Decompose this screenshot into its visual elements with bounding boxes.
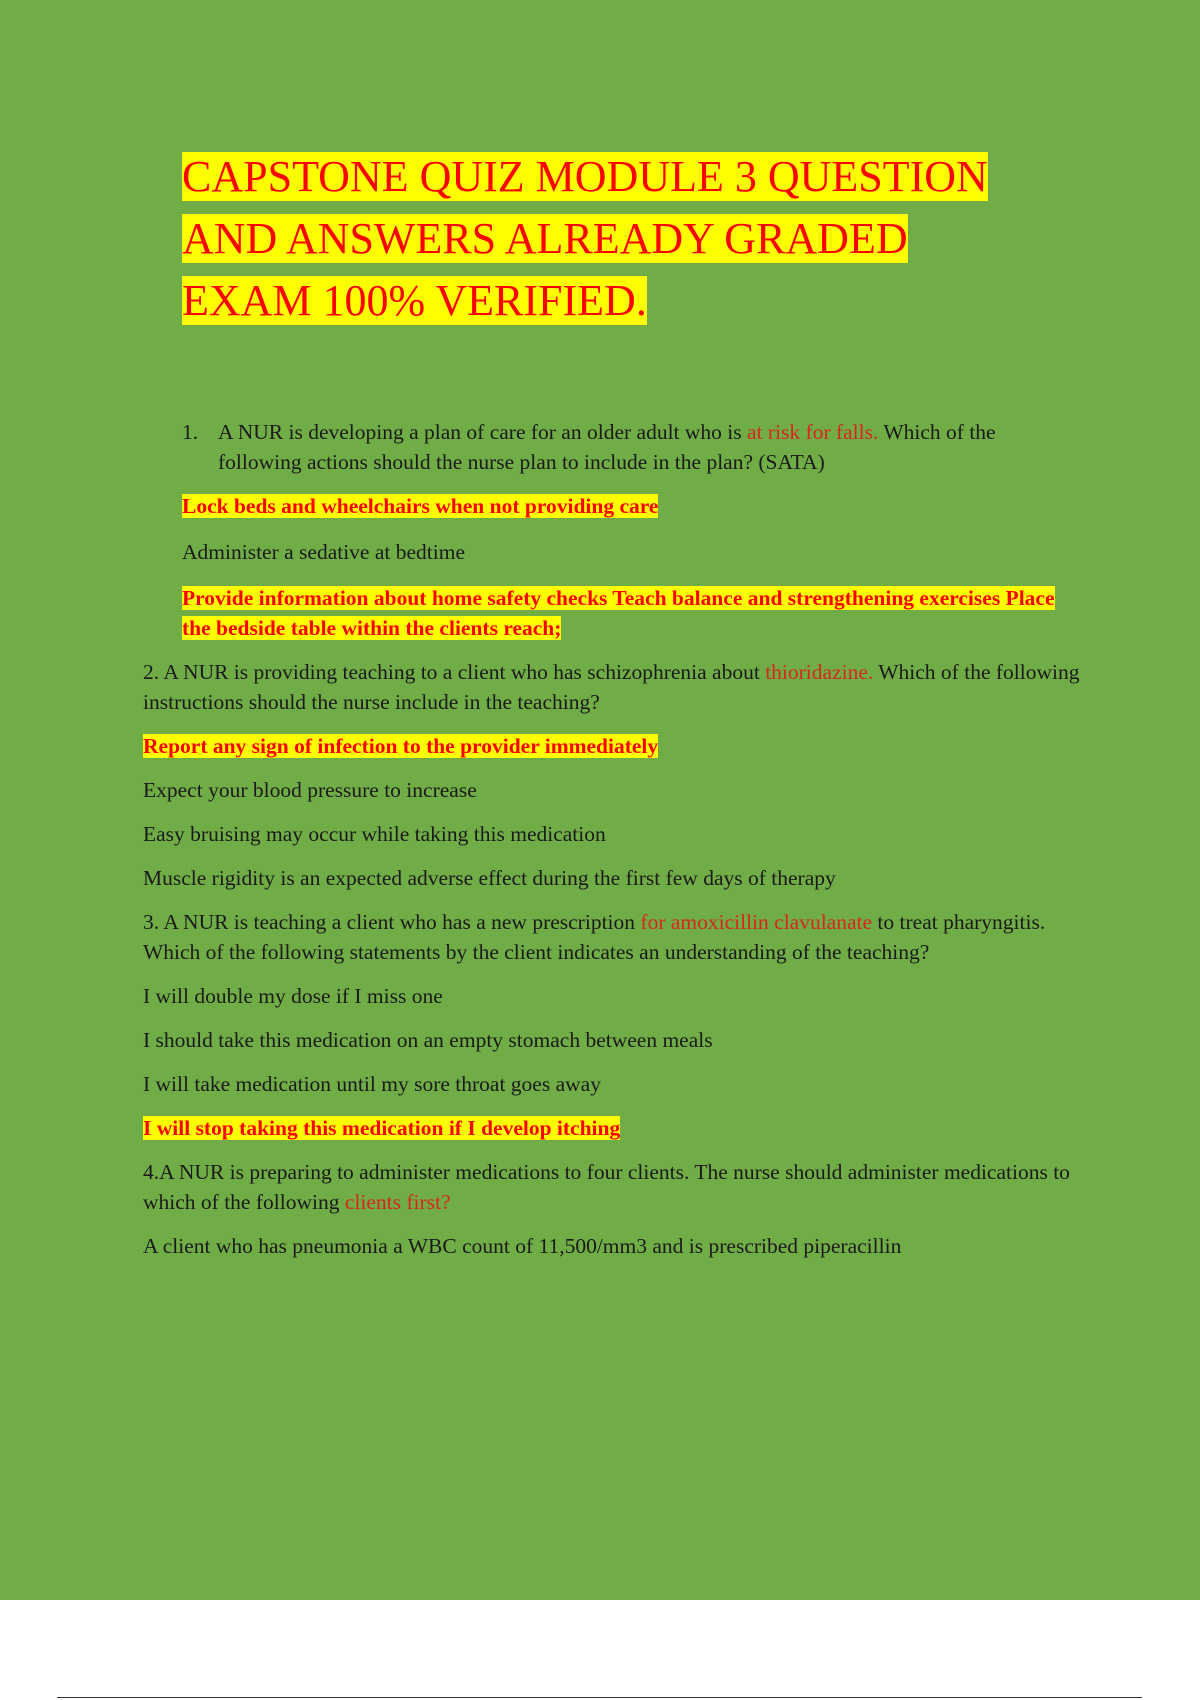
- question-1: [182, 417, 1083, 477]
- title-line-3: EXAM 100% VERIFIED.: [182, 276, 647, 325]
- answer-option: I should take this medication on an empty stomach between meals: [143, 1028, 713, 1052]
- question-number: 1.: [182, 420, 199, 444]
- answer-option-correct: Provide information about home safety checks Teach balance and strengthening exercises Place the bedside table within the clients reach;: [182, 586, 1055, 640]
- answer-option: A client who has pneumonia a WBC count of 11,500/mm3 and is prescribed piperacillin: [143, 1234, 902, 1258]
- title-line-2: AND ANSWERS ALREADY GRADED: [182, 214, 908, 263]
- title-line-1: CAPSTONE QUIZ MODULE 3 QUESTION: [182, 152, 988, 201]
- answer-option: Muscle rigidity is an expected adverse effect during the first few days of therapy: [143, 866, 836, 890]
- question-2: 2. A NUR is providing teaching to a client who has schizophrenia about thioridazine. Which of the following instructions should the nurse include in the teaching?: [143, 660, 1080, 714]
- answer-option-correct: I will stop taking this medication if I develop itching: [143, 1116, 621, 1140]
- page-footer-divider: [57, 1697, 1142, 1698]
- question-keyword: clients first?: [344, 1190, 451, 1214]
- question-4: 4.A NUR is preparing to administer medications to four clients. The nurse should administer medications to which of the following clients first?: [143, 1160, 1070, 1214]
- answer-option: Expect your blood pressure to increase: [143, 778, 477, 802]
- question-3: 3. A NUR is teaching a client who has a new prescription for amoxicillin clavulanate to treat pharyngitis. Which of the following statements by the client indicates an understanding of the teaching?: [143, 910, 1046, 964]
- quiz-content: [143, 417, 1083, 1261]
- answer-option: Easy bruising may occur while taking this medication: [143, 822, 606, 846]
- question-keyword: at risk for falls.: [747, 420, 879, 444]
- answer-option-correct: Report any sign of infection to the provider immediately: [143, 734, 659, 758]
- answer-option: Administer a sedative at bedtime: [182, 540, 465, 564]
- document-title: [182, 146, 1082, 332]
- answer-option-correct: Lock beds and wheelchairs when not providing care: [182, 494, 659, 518]
- answer-option: I will take medication until my sore throat goes away: [143, 1072, 601, 1096]
- answer-option: I will double my dose if I miss one: [143, 984, 443, 1008]
- question-keyword: thioridazine.: [765, 660, 874, 684]
- question-text: A NUR is developing a plan of care for an older adult who is at risk for falls. Which of the following actions should the nurse plan to include in the plan? (SATA): [218, 420, 996, 474]
- question-keyword: for amoxicillin clavulanate: [640, 910, 873, 934]
